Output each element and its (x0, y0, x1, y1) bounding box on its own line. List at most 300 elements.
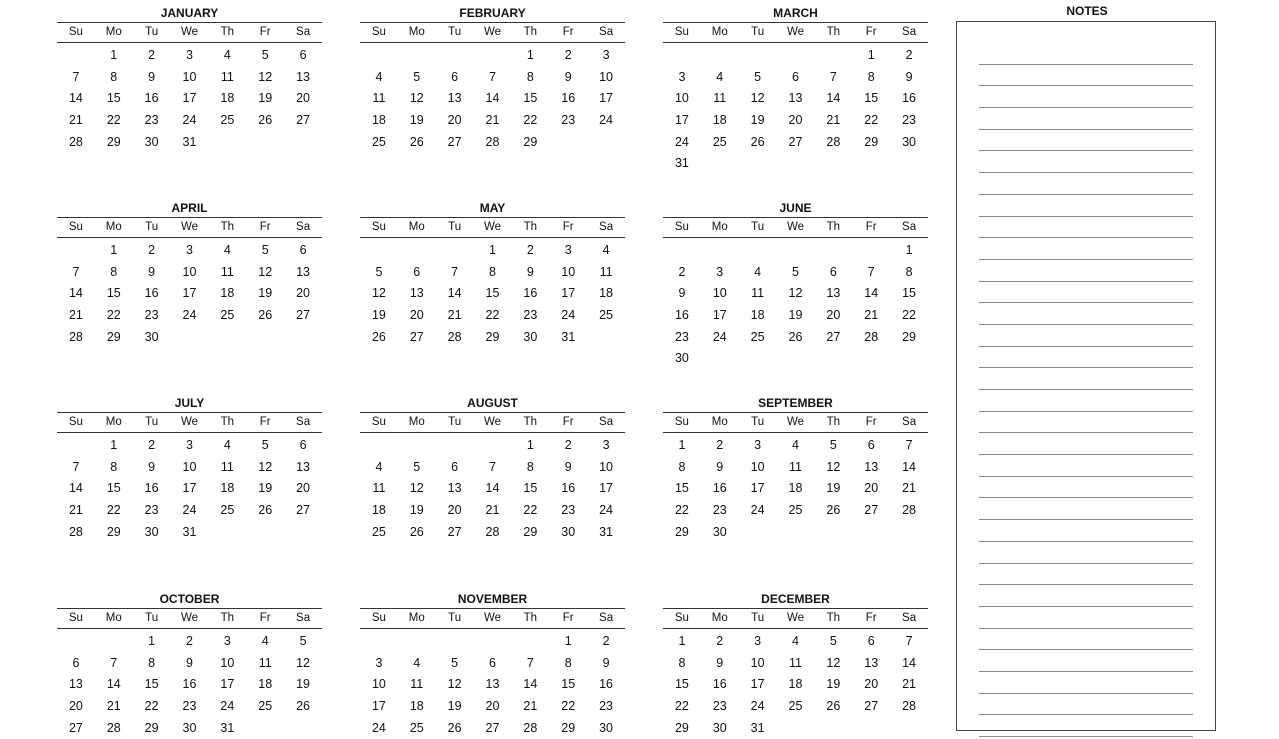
day-cell: 2 (148, 48, 156, 62)
day-cell: 22 (523, 503, 538, 518)
day-cell: 29 (144, 720, 159, 735)
day-cell: 7 (905, 438, 913, 452)
day-cell: 5 (754, 69, 762, 84)
notes-line (979, 520, 1193, 542)
day-cell: 1 (110, 243, 118, 257)
day-cell: 20 (447, 113, 462, 128)
day-cell: 22 (561, 699, 576, 714)
day-cell: 19 (296, 677, 311, 692)
day-cell: 19 (258, 481, 273, 496)
day-cell: 3 (186, 243, 193, 257)
day-cell: 4 (223, 48, 231, 62)
day-cell: 21 (523, 699, 538, 714)
weekday-label: Fr (562, 221, 574, 233)
notes-line (979, 130, 1193, 152)
day-cell: 29 (106, 134, 121, 149)
weekday-label: Su (674, 221, 689, 233)
day-cell: 15 (106, 91, 121, 106)
month-march (663, 4, 928, 175)
day-cell: 3 (716, 264, 724, 279)
month-title: JUNE (779, 201, 812, 215)
day-cell: 8 (110, 69, 118, 84)
day-cell: 6 (299, 48, 307, 62)
day-cell: 24 (182, 113, 197, 128)
day-cell: 1 (905, 243, 913, 257)
day-cell: 3 (602, 48, 610, 62)
day-cell: 18 (371, 503, 386, 518)
day-cell: 14 (68, 481, 83, 496)
month-october (57, 590, 322, 739)
day-cell: 14 (447, 286, 462, 301)
day-cell: 10 (599, 69, 614, 84)
day-cell: 4 (223, 243, 231, 257)
day-cell: 14 (902, 459, 917, 474)
notes-line (979, 325, 1193, 347)
day-cell: 31 (182, 134, 197, 149)
day-cell: 8 (678, 459, 686, 474)
empty-cell (777, 45, 815, 67)
notes-line (979, 715, 1193, 737)
day-cell: 30 (144, 329, 159, 344)
empty-cell (398, 631, 436, 653)
day-cell: 18 (712, 113, 727, 128)
day-cell: 30 (712, 720, 727, 735)
month-august (360, 394, 625, 543)
month-title: FEBRUARY (459, 6, 526, 20)
day-grid (360, 629, 625, 739)
weekday-label: We (180, 416, 199, 428)
day-cell: 21 (106, 699, 121, 714)
notes-line (979, 433, 1193, 455)
day-cell: 10 (674, 91, 689, 106)
day-cell: 25 (788, 503, 803, 518)
day-cell: 27 (296, 308, 311, 323)
day-cell: 24 (599, 503, 614, 518)
weekday-label: Mo (711, 221, 728, 233)
day-cell: 17 (750, 677, 765, 692)
day-cell: 23 (144, 113, 159, 128)
day-cell: 24 (182, 308, 197, 323)
weekday-header (57, 608, 322, 629)
empty-cell (398, 240, 436, 262)
day-cell: 8 (148, 655, 156, 670)
day-cell: 15 (674, 481, 689, 496)
empty-cell (398, 435, 436, 457)
weekday-label: Su (68, 26, 83, 38)
day-cell: 24 (599, 113, 614, 128)
day-cell: 15 (106, 286, 121, 301)
day-cell: 18 (409, 699, 424, 714)
weekday-label: We (786, 416, 805, 428)
weekday-header (360, 217, 625, 238)
day-cell: 7 (526, 655, 534, 670)
day-cell: 17 (182, 286, 197, 301)
day-cell: 10 (182, 264, 197, 279)
weekday-header (360, 608, 625, 629)
day-cell: 29 (485, 329, 500, 344)
day-cell: 6 (451, 459, 459, 474)
month-may (360, 199, 625, 348)
month-title: MARCH (773, 6, 818, 20)
weekday-label: Sa (902, 26, 917, 38)
day-cell: 4 (413, 655, 421, 670)
day-cell: 14 (864, 286, 879, 301)
day-cell: 11 (410, 677, 424, 692)
day-cell: 26 (258, 113, 273, 128)
day-cell: 20 (864, 677, 879, 692)
day-cell: 9 (602, 655, 610, 670)
day-cell: 28 (902, 699, 917, 714)
day-cell: 20 (68, 699, 83, 714)
day-cell: 15 (106, 481, 121, 496)
day-cell: 28 (485, 134, 500, 149)
empty-cell (739, 45, 777, 67)
day-cell: 16 (712, 481, 727, 496)
day-cell: 26 (750, 134, 765, 149)
day-cell: 30 (902, 134, 917, 149)
day-cell: 6 (867, 634, 875, 648)
day-cell: 15 (902, 286, 917, 301)
day-cell: 12 (409, 91, 424, 106)
day-cell: 14 (485, 91, 500, 106)
empty-cell (814, 45, 852, 67)
day-cell: 12 (371, 286, 386, 301)
day-cell: 8 (905, 264, 913, 279)
day-cell: 19 (409, 113, 424, 128)
day-cell: 17 (182, 91, 197, 106)
day-cell: 22 (144, 699, 159, 714)
day-cell: 20 (409, 308, 424, 323)
weekday-label: Tu (751, 612, 765, 624)
day-cell: 11 (220, 264, 234, 279)
weekday-label: Su (371, 612, 386, 624)
day-cell: 1 (110, 48, 118, 62)
weekday-label: Sa (599, 612, 614, 624)
month-title: NOVEMBER (457, 592, 528, 606)
day-cell: 19 (826, 481, 841, 496)
day-cell: 19 (447, 699, 462, 714)
day-cell: 10 (750, 459, 765, 474)
weekday-label: Sa (296, 221, 311, 233)
day-cell: 9 (564, 459, 572, 474)
day-cell: 25 (788, 699, 803, 714)
weekday-label: Tu (145, 221, 159, 233)
day-cell: 9 (564, 69, 572, 84)
weekday-label: Sa (296, 612, 311, 624)
day-cell: 10 (371, 677, 386, 692)
day-grid (360, 238, 625, 348)
day-cell: 30 (182, 720, 197, 735)
day-cell: 6 (299, 243, 307, 257)
day-cell: 28 (68, 134, 83, 149)
empty-cell (814, 240, 852, 262)
weekday-label: Th (220, 26, 235, 38)
day-cell: 11 (220, 459, 234, 474)
weekday-label: Tu (448, 416, 462, 428)
empty-cell (360, 240, 398, 262)
weekday-label: Fr (562, 416, 574, 428)
day-cell: 2 (564, 438, 572, 452)
day-cell: 6 (413, 264, 421, 279)
notes-title: NOTES (1066, 4, 1108, 18)
day-cell: 4 (375, 459, 383, 474)
day-cell: 2 (186, 634, 193, 648)
day-cell: 27 (447, 524, 462, 539)
day-cell: 29 (106, 329, 121, 344)
day-cell: 11 (789, 655, 802, 670)
day-cell: 12 (409, 481, 424, 496)
day-cell: 16 (674, 308, 689, 323)
day-cell: 29 (902, 329, 917, 344)
weekday-label: Mo (408, 612, 425, 624)
day-cell: 28 (447, 329, 462, 344)
day-cell: 13 (788, 91, 803, 106)
day-cell: 16 (712, 677, 727, 692)
day-grid (57, 43, 322, 153)
weekday-label: Su (371, 26, 386, 38)
day-cell: 11 (220, 69, 234, 84)
day-cell: 31 (750, 720, 765, 735)
day-cell: 17 (561, 286, 576, 301)
weekday-label: Mo (105, 612, 122, 624)
day-cell: 23 (523, 308, 538, 323)
day-cell: 7 (867, 264, 875, 279)
empty-cell (852, 240, 890, 262)
day-cell: 30 (712, 524, 727, 539)
day-cell: 24 (674, 134, 689, 149)
day-cell: 28 (826, 134, 841, 149)
day-cell: 5 (413, 459, 421, 474)
day-cell: 21 (68, 113, 83, 128)
day-cell: 25 (220, 113, 235, 128)
month-november (360, 590, 625, 739)
day-cell: 11 (599, 264, 613, 279)
day-cell: 9 (678, 286, 686, 301)
weekday-label: Sa (296, 26, 311, 38)
notes-box[interactable] (956, 21, 1216, 731)
weekday-label: Mo (711, 612, 728, 624)
day-cell: 30 (144, 134, 159, 149)
day-cell: 13 (296, 459, 311, 474)
day-cell: 26 (258, 503, 273, 518)
weekday-header (57, 217, 322, 238)
empty-cell (701, 45, 739, 67)
day-cell: 25 (258, 699, 273, 714)
day-cell: 11 (789, 459, 802, 474)
day-cell: 22 (106, 503, 121, 518)
day-cell: 23 (712, 503, 727, 518)
empty-cell (739, 240, 777, 262)
weekday-label: Fr (259, 26, 271, 38)
empty-cell (57, 435, 95, 457)
day-cell: 4 (716, 69, 724, 84)
day-cell: 3 (564, 243, 572, 257)
weekday-label: Th (220, 416, 235, 428)
day-cell: 7 (72, 459, 80, 474)
day-cell: 10 (712, 286, 727, 301)
empty-cell (777, 240, 815, 262)
day-cell: 7 (905, 634, 913, 648)
day-cell: 20 (788, 113, 803, 128)
weekday-label: Su (674, 612, 689, 624)
month-title: AUGUST (467, 396, 518, 410)
weekday-label: Fr (562, 612, 574, 624)
day-cell: 24 (750, 503, 765, 518)
weekday-label: Su (674, 416, 689, 428)
day-cell: 13 (296, 69, 311, 84)
day-cell: 17 (220, 677, 235, 692)
day-cell: 18 (220, 91, 235, 106)
day-cell: 13 (447, 91, 462, 106)
day-cell: 9 (905, 69, 913, 84)
day-cell: 4 (375, 69, 383, 84)
day-cell: 10 (182, 69, 197, 84)
day-cell: 13 (826, 286, 841, 301)
day-cell: 21 (902, 677, 917, 692)
month-title: OCTOBER (159, 592, 220, 606)
weekday-label: Tu (751, 26, 765, 38)
day-cell: 24 (750, 699, 765, 714)
day-cell: 18 (750, 308, 765, 323)
day-cell: 31 (674, 156, 689, 171)
day-cell: 12 (788, 286, 803, 301)
day-cell: 19 (409, 503, 424, 518)
day-cell: 3 (186, 48, 193, 62)
day-cell: 1 (526, 48, 534, 62)
weekday-label: We (483, 612, 502, 624)
day-cell: 9 (716, 655, 724, 670)
empty-cell (701, 240, 739, 262)
day-cell: 13 (864, 459, 879, 474)
day-cell: 3 (602, 438, 610, 452)
day-cell: 18 (788, 677, 803, 692)
day-cell: 22 (106, 113, 121, 128)
day-grid (360, 43, 625, 153)
day-cell: 21 (826, 113, 841, 128)
day-cell: 6 (792, 69, 799, 84)
day-cell: 2 (148, 438, 156, 452)
day-cell: 25 (371, 524, 386, 539)
day-cell: 21 (485, 503, 500, 518)
day-cell: 6 (299, 438, 307, 452)
weekday-label: We (180, 221, 199, 233)
weekday-label: We (483, 416, 502, 428)
day-cell: 24 (561, 308, 576, 323)
weekday-header (360, 412, 625, 433)
day-cell: 27 (864, 503, 879, 518)
day-cell: 12 (447, 677, 462, 692)
day-cell: 26 (409, 524, 424, 539)
weekday-label: Sa (902, 221, 917, 233)
weekday-label: Mo (408, 221, 425, 233)
weekday-label: Su (371, 221, 386, 233)
day-cell: 5 (299, 634, 307, 648)
empty-cell (57, 240, 95, 262)
day-cell: 26 (826, 503, 841, 518)
day-cell: 19 (826, 677, 841, 692)
day-cell: 22 (106, 308, 121, 323)
day-cell: 26 (447, 720, 462, 735)
day-cell: 12 (826, 655, 841, 670)
notes-line (979, 542, 1193, 564)
notes-line (979, 65, 1193, 87)
day-cell: 26 (409, 134, 424, 149)
day-cell: 18 (599, 286, 614, 301)
day-cell: 23 (144, 308, 159, 323)
day-cell: 10 (599, 459, 614, 474)
day-cell: 23 (599, 699, 614, 714)
day-cell: 3 (375, 655, 383, 670)
weekday-label: Th (220, 612, 235, 624)
day-cell: 18 (788, 481, 803, 496)
day-cell: 20 (826, 308, 841, 323)
day-cell: 27 (68, 720, 83, 735)
weekday-label: We (786, 26, 805, 38)
day-cell: 31 (599, 524, 614, 539)
day-cell: 2 (716, 438, 724, 452)
weekday-label: Tu (751, 416, 765, 428)
day-cell: 20 (296, 286, 311, 301)
day-cell: 16 (561, 91, 576, 106)
day-cell: 23 (561, 113, 576, 128)
notes-line (979, 173, 1193, 195)
day-cell: 17 (599, 481, 614, 496)
day-cell: 5 (375, 264, 383, 279)
weekday-label: Sa (599, 26, 614, 38)
day-cell: 23 (561, 503, 576, 518)
day-cell: 31 (561, 329, 576, 344)
day-cell: 16 (523, 286, 538, 301)
day-cell: 16 (902, 91, 917, 106)
day-cell: 27 (864, 699, 879, 714)
day-cell: 23 (674, 329, 689, 344)
day-cell: 6 (72, 655, 80, 670)
day-cell: 22 (864, 113, 879, 128)
day-cell: 26 (296, 699, 311, 714)
weekday-label: Th (523, 26, 538, 38)
notes-line (979, 303, 1193, 325)
weekday-label: Sa (902, 416, 917, 428)
day-cell: 14 (826, 91, 841, 106)
day-cell: 13 (68, 677, 83, 692)
weekday-header (663, 22, 928, 43)
weekday-label: Tu (448, 26, 462, 38)
empty-cell (474, 435, 512, 457)
day-cell: 3 (754, 438, 762, 452)
day-cell: 14 (68, 286, 83, 301)
day-cell: 28 (902, 503, 917, 518)
weekday-label: Fr (865, 416, 877, 428)
weekday-label: Th (220, 221, 235, 233)
day-cell: 29 (674, 720, 689, 735)
day-cell: 6 (867, 438, 875, 452)
weekday-label: Su (68, 221, 83, 233)
day-cell: 17 (599, 91, 614, 106)
empty-cell (360, 45, 398, 67)
day-cell: 18 (258, 677, 273, 692)
weekday-label: Mo (408, 26, 425, 38)
day-cell: 1 (678, 634, 686, 648)
day-cell: 8 (110, 264, 118, 279)
day-cell: 8 (564, 655, 572, 670)
day-cell: 11 (258, 655, 272, 670)
notes-line (979, 564, 1193, 586)
notes-line (979, 498, 1193, 520)
notes-line (979, 217, 1193, 239)
day-cell: 29 (864, 134, 879, 149)
day-cell: 14 (68, 91, 83, 106)
day-cell: 4 (223, 438, 231, 452)
